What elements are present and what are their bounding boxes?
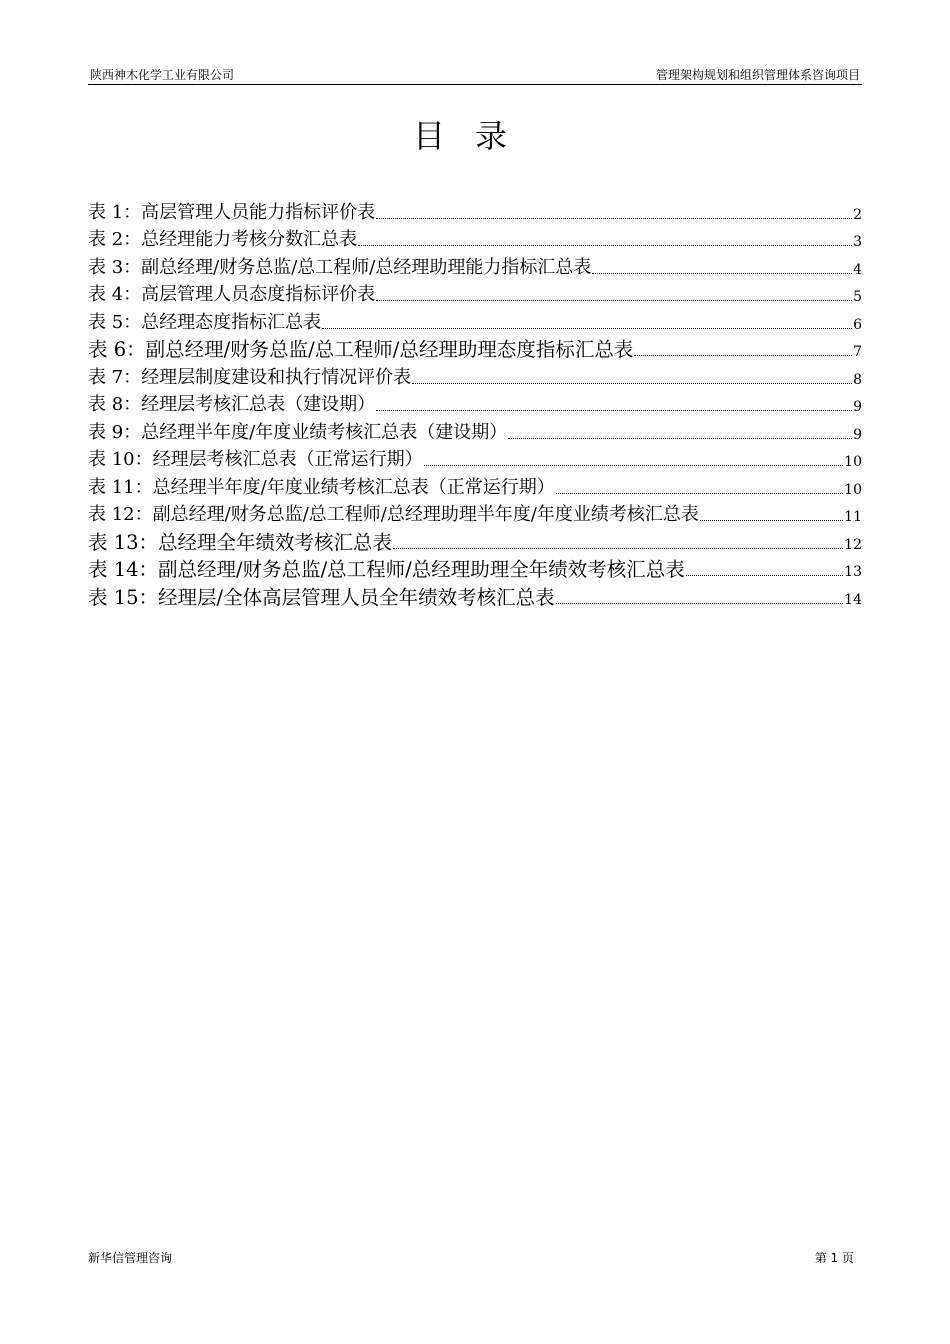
toc-entry[interactable] <box>88 391 862 419</box>
toc-entry-page: 7 <box>853 344 862 360</box>
toc-entry-page: 10 <box>844 454 862 470</box>
page-title: 目录 <box>412 117 537 155</box>
page-footer <box>88 1248 862 1268</box>
toc-entry-label: 表 11：总经理半年度/年度业绩考核汇总表（正常运行期） <box>88 476 555 498</box>
toc-entry[interactable] <box>88 501 862 529</box>
toc-entry-label: 表 5：总经理态度指标汇总表 <box>88 311 322 333</box>
toc-entry[interactable] <box>88 336 862 364</box>
toc-leader-dots <box>376 300 852 301</box>
page-header <box>88 66 862 85</box>
footer-company: 新华信管理咨询 <box>88 1251 173 1265</box>
toc-entry[interactable] <box>88 556 862 584</box>
toc-entry-label: 表 10：经理层考核汇总表（正常运行期） <box>88 449 423 470</box>
toc-leader-dots <box>634 355 852 356</box>
toc-leader-dots <box>393 548 843 549</box>
toc-entry-label: 表 15：经理层/全体高层管理人员全年绩效考核汇总表 <box>88 585 555 609</box>
toc-entry-page: 4 <box>853 261 862 278</box>
toc-entry[interactable] <box>88 473 862 501</box>
toc-entry-label: 表 2：总经理能力考核分数汇总表 <box>88 229 358 250</box>
toc-entry-label: 表 13：总经理全年绩效考核汇总表 <box>88 530 393 554</box>
toc-entry-page: 9 <box>853 399 862 415</box>
toc-entry-label: 表 6：副总经理/财务总监/总工程师/总经理助理态度指标汇总表 <box>88 338 634 361</box>
toc-entry-page: 2 <box>853 206 862 223</box>
toc-entry-label: 表 8：经理层考核汇总表（建设期） <box>88 394 376 415</box>
header-project: 管理架构规划和组织管理体系咨询项目 <box>655 68 860 82</box>
toc-leader-dots <box>376 218 852 219</box>
toc-entry-label: 表 7：经理层制度建设和执行情况评价表 <box>88 366 412 388</box>
toc-leader-dots <box>556 493 843 494</box>
toc-entry-page: 12 <box>844 536 862 553</box>
toc-entry[interactable] <box>88 363 862 391</box>
toc-entry-page: 8 <box>853 371 862 388</box>
toc-entry-page: 14 <box>844 591 862 608</box>
toc-entry[interactable] <box>88 198 862 226</box>
toc-entry[interactable] <box>88 308 862 336</box>
toc-entry[interactable] <box>88 446 862 474</box>
toc-entry-label: 表 12：副总经理/财务总监/总工程师/总经理助理半年度/年度业绩考核汇总表 <box>88 504 699 525</box>
toc-entry-label: 表 9：总经理半年度/年度业绩考核汇总表（建设期） <box>88 421 508 443</box>
toc-entry[interactable] <box>88 253 862 281</box>
toc-leader-dots <box>322 328 852 329</box>
toc-entry[interactable] <box>88 583 862 611</box>
toc-entry-label: 表 1：高层管理人员能力指标评价表 <box>88 201 376 223</box>
toc-leader-dots <box>508 438 852 439</box>
table-of-contents <box>88 198 862 611</box>
toc-entry-page: 6 <box>853 316 862 333</box>
toc-entry-page: 10 <box>844 481 862 498</box>
toc-entry[interactable] <box>88 418 862 446</box>
toc-entry-label: 表 3：副总经理/财务总监/总工程师/总经理助理能力指标汇总表 <box>88 256 592 278</box>
toc-entry-label: 表 4：高层管理人员态度指标评价表 <box>88 284 376 305</box>
toc-entry-page: 13 <box>844 564 862 580</box>
toc-leader-dots <box>358 245 852 246</box>
toc-leader-dots <box>412 383 852 384</box>
toc-entry-page: 9 <box>853 426 862 443</box>
toc-leader-dots <box>592 273 852 274</box>
toc-entry-label: 表 14：副总经理/财务总监/总工程师/总经理助理全年绩效考核汇总表 <box>88 558 685 581</box>
toc-leader-dots <box>686 575 843 576</box>
toc-entry[interactable] <box>88 281 862 309</box>
header-company: 陕西神木化学工业有限公司 <box>90 68 235 82</box>
footer-page-number: 第 1 页 <box>814 1251 854 1265</box>
toc-leader-dots <box>424 465 844 466</box>
toc-leader-dots <box>556 603 844 604</box>
toc-entry-page: 3 <box>853 234 862 250</box>
toc-entry-page: 11 <box>844 509 862 525</box>
toc-entry[interactable] <box>88 226 862 254</box>
toc-entry-page: 5 <box>853 289 862 305</box>
toc-leader-dots <box>376 410 852 411</box>
toc-leader-dots <box>700 520 843 521</box>
toc-entry[interactable] <box>88 528 862 556</box>
